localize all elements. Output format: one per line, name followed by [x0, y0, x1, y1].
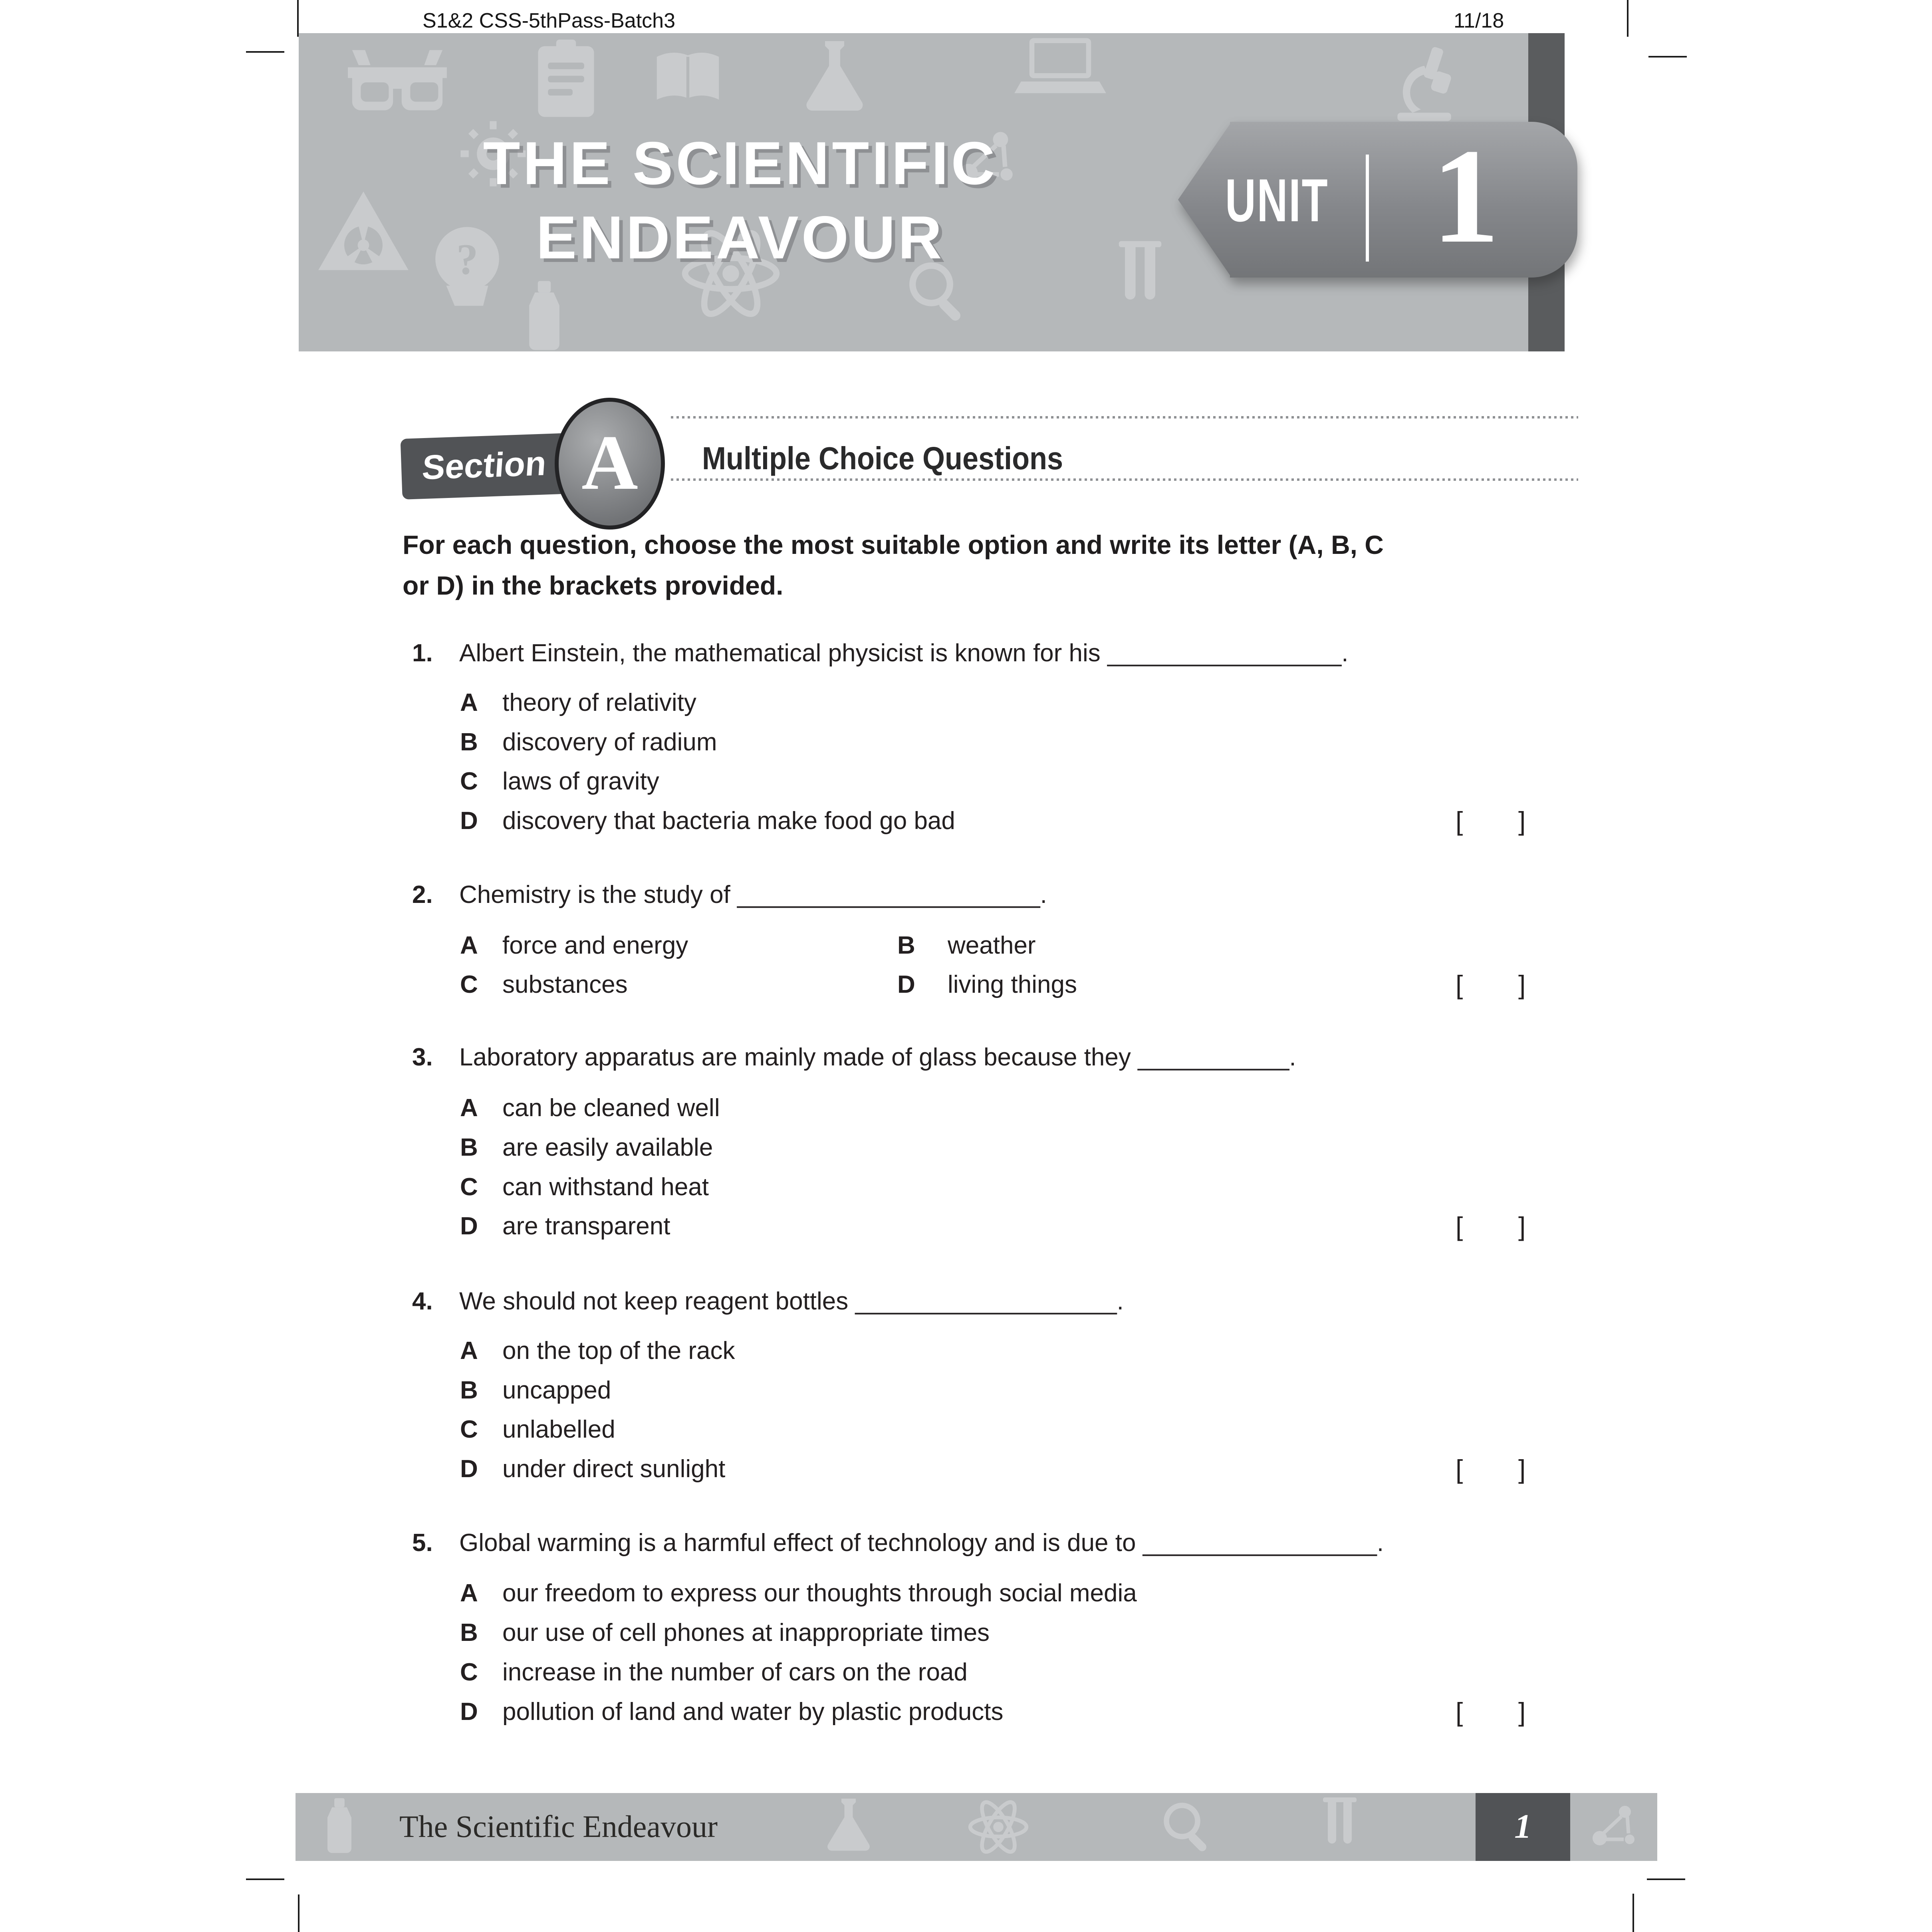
option-letter: C	[460, 1658, 478, 1686]
option-letter: D	[460, 1212, 478, 1240]
question-text: Albert Einstein, the mathematical physicist is known for his _________________.	[459, 639, 1349, 667]
crop-mark	[1632, 1894, 1634, 1932]
instruction-line2: or D) in the brackets provided.	[403, 571, 784, 600]
section-letter: A	[581, 419, 638, 506]
bottle-icon	[519, 280, 569, 351]
bottle-icon	[319, 1797, 359, 1854]
option-text: our freedom to express our thoughts through social media	[502, 1579, 1137, 1607]
print-page-fraction: 11/18	[1454, 9, 1504, 32]
question-number: 3.	[412, 1043, 433, 1071]
option-text: discovery that bacteria make food go bad	[502, 807, 955, 835]
question-text: We should not keep reagent bottles ___________________.	[459, 1287, 1124, 1315]
option-text: substances	[502, 971, 628, 998]
option-text: force and energy	[502, 932, 688, 959]
option-text: are easily available	[502, 1134, 713, 1161]
footer-bar	[296, 1793, 1657, 1861]
answer-bracket-open: [	[1456, 806, 1463, 836]
option-text: laws of gravity	[502, 768, 659, 795]
option-text: unlabelled	[502, 1416, 615, 1443]
option-text: living things	[948, 971, 1077, 998]
option-text: pollution of land and water by plastic products	[502, 1698, 1004, 1726]
answer-bracket-open: [	[1456, 1454, 1463, 1484]
option-letter: C	[460, 1173, 478, 1201]
unit-ribbon	[1178, 122, 1577, 278]
unit-divider-line	[1366, 155, 1369, 262]
option-text: increase in the number of cars on the road	[502, 1658, 968, 1686]
footer-title: The Scientific Endeavour	[399, 1809, 718, 1844]
option-text: can be cleaned well	[502, 1094, 720, 1122]
instruction-line1: For each question, choose the most suitable option and write its letter (A, B, C	[403, 530, 1384, 559]
option-letter: D	[460, 1455, 478, 1483]
option-letter: A	[460, 689, 478, 716]
option-letter: A	[460, 1579, 478, 1607]
option-text: discovery of radium	[502, 728, 717, 756]
question-number: 5.	[412, 1529, 433, 1557]
option-letter: D	[897, 971, 915, 998]
unit-number: 1	[1432, 121, 1500, 271]
option-letter: D	[460, 807, 478, 835]
option-letter: B	[460, 1377, 478, 1404]
magnifier-icon	[1158, 1797, 1218, 1857]
unit-title-line1: THE SCIENTIFIC	[483, 129, 998, 197]
answer-bracket-close: ]	[1518, 1454, 1526, 1484]
ribbon-arrow	[1178, 122, 1232, 278]
crop-mark	[298, 1894, 300, 1932]
answer-bracket-close: ]	[1518, 806, 1526, 836]
option-text: weather	[948, 932, 1036, 959]
question-text: Chemistry is the study of ______________________.	[459, 881, 1047, 908]
option-letter: B	[897, 932, 915, 959]
question-text: Global warming is a harmful effect of technology and is due to _________________.	[459, 1529, 1384, 1557]
dotted-rule-bottom	[671, 478, 1578, 481]
flask-icon	[819, 1796, 879, 1856]
print-job-label: S1&2 CSS-5thPass-Batch3	[423, 9, 675, 32]
option-text: can withstand heat	[502, 1173, 709, 1201]
option-letter: B	[460, 1619, 478, 1646]
answer-bracket-close: ]	[1518, 1697, 1526, 1727]
answer-bracket-close: ]	[1518, 1212, 1526, 1241]
section-heading: Multiple Choice Questions	[702, 440, 1063, 476]
crop-mark	[246, 51, 284, 53]
page-number-box	[1476, 1793, 1570, 1861]
section-badge-label: Section	[421, 444, 548, 487]
option-text: uncapped	[502, 1377, 611, 1404]
crop-mark	[1627, 0, 1629, 37]
atom-icon	[966, 1795, 1030, 1859]
molecule-icon	[1585, 1796, 1645, 1856]
option-letter: B	[460, 1134, 478, 1161]
laptop-icon	[1014, 33, 1106, 100]
test-tubes-icon	[1310, 1796, 1370, 1856]
option-letter: A	[460, 932, 478, 959]
option-text: on the top of the rack	[502, 1337, 735, 1365]
option-letter: C	[460, 971, 478, 998]
book-icon	[651, 48, 725, 107]
option-text: under direct sunlight	[502, 1455, 726, 1483]
goggles-icon	[343, 48, 451, 115]
unit-label: UNIT	[1225, 167, 1329, 234]
option-letter: A	[460, 1337, 478, 1365]
question-number: 4.	[412, 1287, 433, 1315]
option-letter: D	[460, 1698, 478, 1726]
clipboard-icon	[533, 38, 599, 120]
question-text: Laboratory apparatus are mainly made of glass because they ___________.	[459, 1043, 1296, 1071]
unit-title-line2: ENDEAVOUR	[536, 204, 945, 272]
crop-mark	[246, 1878, 284, 1880]
question-number: 2.	[412, 881, 433, 908]
option-text: our use of cell phones at inappropriate times	[502, 1619, 990, 1646]
option-letter: A	[460, 1094, 478, 1122]
question-number: 1.	[412, 639, 433, 667]
answer-bracket-close: ]	[1518, 970, 1526, 1000]
answer-bracket-open: [	[1456, 1697, 1463, 1727]
option-text: theory of relativity	[502, 689, 696, 716]
crop-mark	[297, 0, 299, 37]
page-number: 1	[1514, 1807, 1531, 1845]
option-letter: B	[460, 728, 478, 756]
dotted-rule-top	[671, 416, 1578, 419]
option-text: are transparent	[502, 1212, 670, 1240]
option-letter: C	[460, 768, 478, 795]
answer-bracket-open: [	[1456, 1212, 1463, 1241]
svg-text:?: ?	[456, 235, 478, 284]
crop-mark	[1648, 56, 1687, 58]
crop-mark	[1647, 1878, 1685, 1880]
flask-icon	[795, 38, 875, 118]
answer-bracket-open: [	[1456, 970, 1463, 1000]
section-letter-seal	[555, 398, 665, 530]
option-letter: C	[460, 1416, 478, 1443]
